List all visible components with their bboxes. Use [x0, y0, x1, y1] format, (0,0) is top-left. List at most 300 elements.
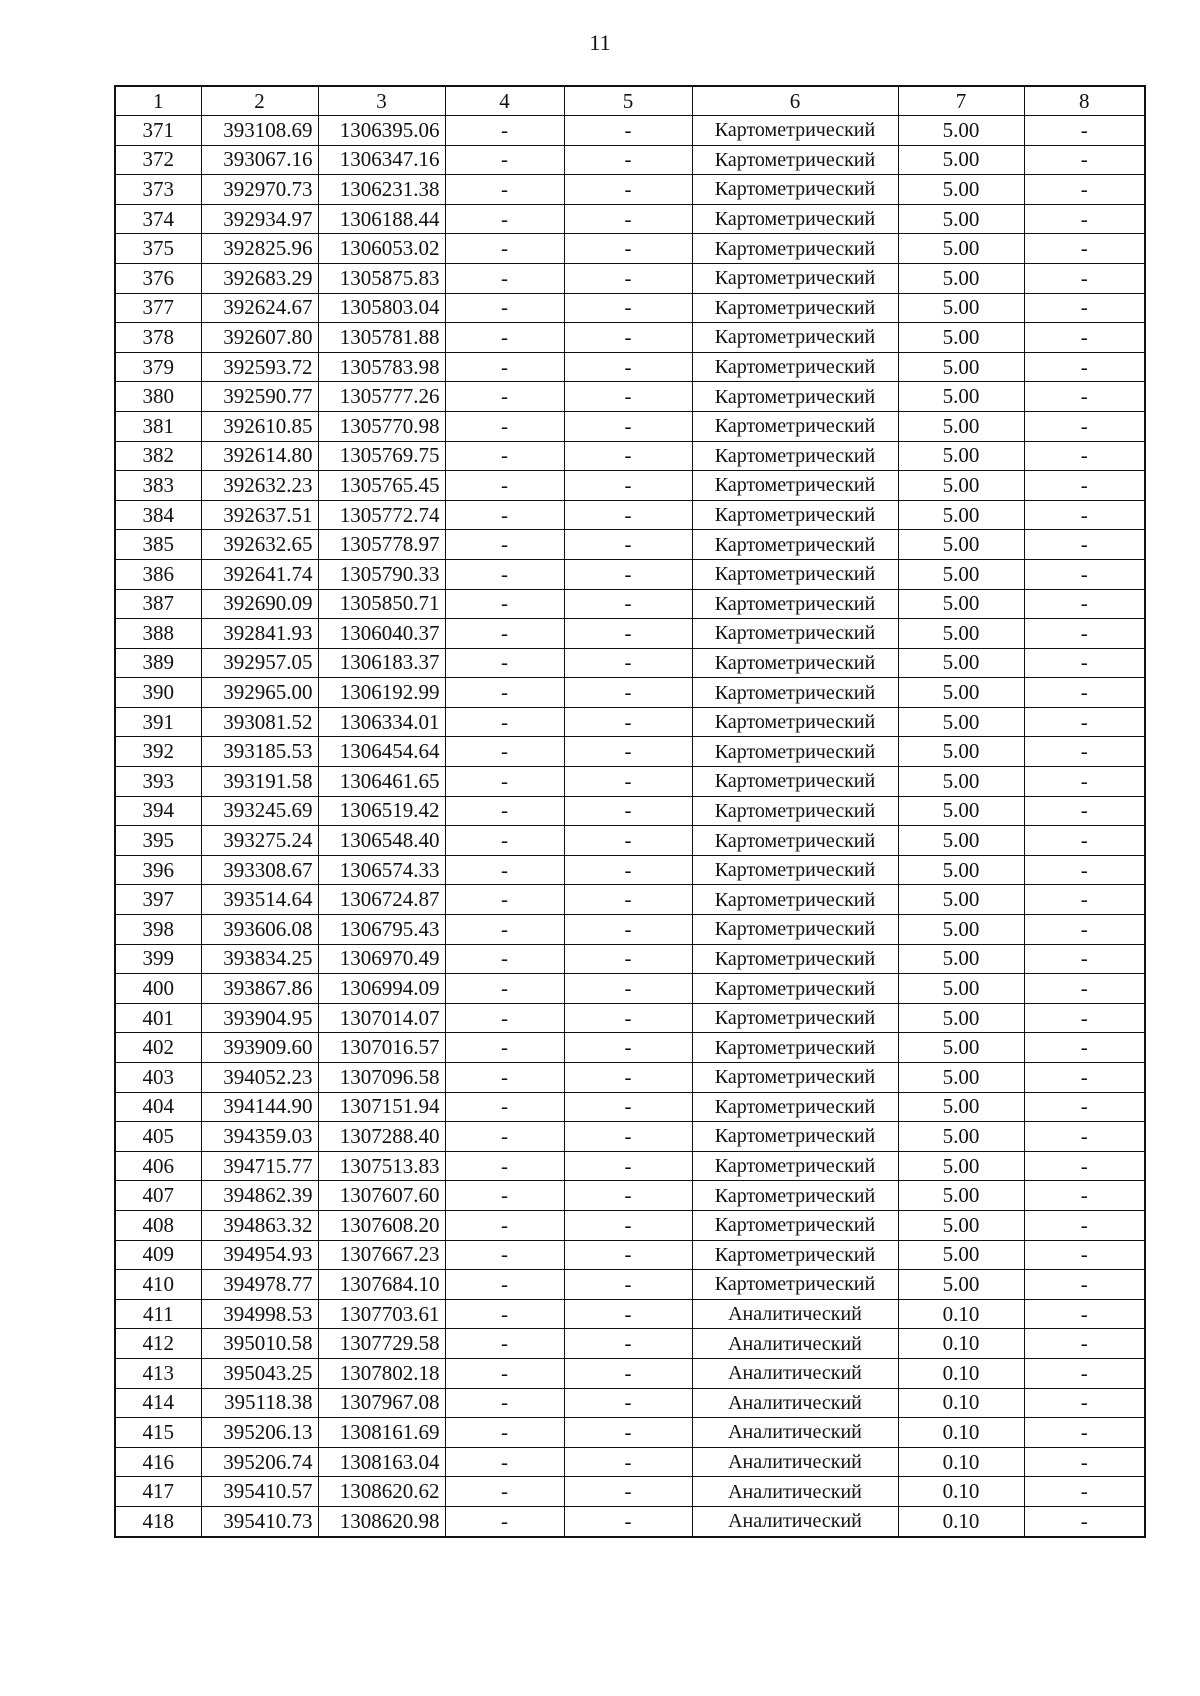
- accuracy-cell: 5.00: [898, 263, 1024, 293]
- point-number-cell: 387: [115, 589, 201, 619]
- x-coordinate-cell: 392610.85: [201, 411, 318, 441]
- x-coordinate-cell: 392825.96: [201, 234, 318, 264]
- point-number-cell: 417: [115, 1477, 201, 1507]
- page-number: 11: [589, 30, 611, 55]
- accuracy-cell: 5.00: [898, 175, 1024, 205]
- point-number-cell: 388: [115, 619, 201, 649]
- point-number-cell: 373: [115, 175, 201, 205]
- y-coordinate-cell: 1307513.83: [318, 1151, 445, 1181]
- col5-cell: -: [564, 411, 692, 441]
- table-row: [115, 1063, 1145, 1093]
- col5-cell: -: [564, 1329, 692, 1359]
- point-number-cell: 391: [115, 707, 201, 737]
- point-number-cell: 409: [115, 1240, 201, 1270]
- table-row: [115, 1447, 1145, 1477]
- col8-cell: -: [1024, 559, 1145, 589]
- col8-cell: -: [1024, 974, 1145, 1004]
- accuracy-cell: 5.00: [898, 1181, 1024, 1211]
- accuracy-cell: 5.00: [898, 1063, 1024, 1093]
- method-cell: Картометрический: [692, 293, 898, 323]
- col4-cell: -: [445, 1122, 564, 1152]
- col4-cell: -: [445, 796, 564, 826]
- point-number-cell: 403: [115, 1063, 201, 1093]
- table-body: [115, 86, 1145, 1537]
- point-number-cell: 394: [115, 796, 201, 826]
- method-cell: Картометрический: [692, 1240, 898, 1270]
- method-cell: Картометрический: [692, 559, 898, 589]
- table-row: [115, 915, 1145, 945]
- col8-cell: -: [1024, 116, 1145, 146]
- column-header: 3: [318, 86, 445, 116]
- method-cell: Картометрический: [692, 382, 898, 412]
- coordinates-table: [114, 85, 1146, 1538]
- method-cell: Картометрический: [692, 1003, 898, 1033]
- accuracy-cell: 5.00: [898, 944, 1024, 974]
- y-coordinate-cell: 1306188.44: [318, 204, 445, 234]
- method-cell: Аналитический: [692, 1329, 898, 1359]
- col5-cell: -: [564, 737, 692, 767]
- y-coordinate-cell: 1306724.87: [318, 885, 445, 915]
- col8-cell: -: [1024, 1240, 1145, 1270]
- x-coordinate-cell: 393245.69: [201, 796, 318, 826]
- method-cell: Картометрический: [692, 1181, 898, 1211]
- point-number-cell: 408: [115, 1210, 201, 1240]
- table-row: [115, 1003, 1145, 1033]
- column-header: 8: [1024, 86, 1145, 116]
- table-row: [115, 1033, 1145, 1063]
- x-coordinate-cell: 392607.80: [201, 323, 318, 353]
- accuracy-cell: 5.00: [898, 1003, 1024, 1033]
- accuracy-cell: 0.10: [898, 1477, 1024, 1507]
- point-number-cell: 396: [115, 855, 201, 885]
- x-coordinate-cell: 393275.24: [201, 826, 318, 856]
- accuracy-cell: 5.00: [898, 796, 1024, 826]
- accuracy-cell: 5.00: [898, 293, 1024, 323]
- col8-cell: -: [1024, 619, 1145, 649]
- col4-cell: -: [445, 1210, 564, 1240]
- col8-cell: -: [1024, 855, 1145, 885]
- accuracy-cell: 5.00: [898, 559, 1024, 589]
- col8-cell: -: [1024, 1092, 1145, 1122]
- col5-cell: -: [564, 1506, 692, 1536]
- x-coordinate-cell: 394978.77: [201, 1270, 318, 1300]
- col5-cell: -: [564, 500, 692, 530]
- method-cell: Картометрический: [692, 204, 898, 234]
- col8-cell: -: [1024, 145, 1145, 175]
- accuracy-cell: 5.00: [898, 1151, 1024, 1181]
- x-coordinate-cell: 395410.57: [201, 1477, 318, 1507]
- method-cell: Картометрический: [692, 1270, 898, 1300]
- y-coordinate-cell: 1307014.07: [318, 1003, 445, 1033]
- x-coordinate-cell: 392590.77: [201, 382, 318, 412]
- table-row: [115, 1388, 1145, 1418]
- col4-cell: -: [445, 974, 564, 1004]
- table-row: [115, 175, 1145, 205]
- col4-cell: -: [445, 1240, 564, 1270]
- accuracy-cell: 0.10: [898, 1299, 1024, 1329]
- y-coordinate-cell: 1306994.09: [318, 974, 445, 1004]
- accuracy-cell: 5.00: [898, 678, 1024, 708]
- method-cell: Картометрический: [692, 1063, 898, 1093]
- col4-cell: -: [445, 293, 564, 323]
- point-number-cell: 405: [115, 1122, 201, 1152]
- y-coordinate-cell: 1306347.16: [318, 145, 445, 175]
- table-row: [115, 263, 1145, 293]
- accuracy-cell: 5.00: [898, 619, 1024, 649]
- col5-cell: -: [564, 826, 692, 856]
- method-cell: Картометрический: [692, 1092, 898, 1122]
- col8-cell: -: [1024, 1270, 1145, 1300]
- table-row: [115, 352, 1145, 382]
- col8-cell: -: [1024, 915, 1145, 945]
- col5-cell: -: [564, 293, 692, 323]
- col4-cell: -: [445, 1270, 564, 1300]
- accuracy-cell: 5.00: [898, 826, 1024, 856]
- table-row: [115, 1151, 1145, 1181]
- col8-cell: -: [1024, 1506, 1145, 1536]
- table-row: [115, 826, 1145, 856]
- method-cell: Картометрический: [692, 737, 898, 767]
- point-number-cell: 397: [115, 885, 201, 915]
- col8-cell: -: [1024, 411, 1145, 441]
- x-coordinate-cell: 392970.73: [201, 175, 318, 205]
- accuracy-cell: 0.10: [898, 1329, 1024, 1359]
- accuracy-cell: 5.00: [898, 471, 1024, 501]
- col8-cell: -: [1024, 323, 1145, 353]
- col8-cell: -: [1024, 263, 1145, 293]
- point-number-cell: 385: [115, 530, 201, 560]
- column-header: 5: [564, 86, 692, 116]
- col8-cell: -: [1024, 767, 1145, 797]
- method-cell: Картометрический: [692, 855, 898, 885]
- point-number-cell: 398: [115, 915, 201, 945]
- y-coordinate-cell: 1306454.64: [318, 737, 445, 767]
- col5-cell: -: [564, 1270, 692, 1300]
- point-number-cell: 415: [115, 1418, 201, 1448]
- x-coordinate-cell: 393185.53: [201, 737, 318, 767]
- accuracy-cell: 5.00: [898, 1240, 1024, 1270]
- x-coordinate-cell: 392965.00: [201, 678, 318, 708]
- col8-cell: -: [1024, 175, 1145, 205]
- accuracy-cell: 5.00: [898, 323, 1024, 353]
- col4-cell: -: [445, 915, 564, 945]
- table-row: [115, 500, 1145, 530]
- point-number-cell: 402: [115, 1033, 201, 1063]
- table-row: [115, 974, 1145, 1004]
- table-row: [115, 1299, 1145, 1329]
- point-number-cell: 406: [115, 1151, 201, 1181]
- col5-cell: -: [564, 1240, 692, 1270]
- y-coordinate-cell: 1307096.58: [318, 1063, 445, 1093]
- accuracy-cell: 5.00: [898, 915, 1024, 945]
- x-coordinate-cell: 395206.13: [201, 1418, 318, 1448]
- table-row: [115, 855, 1145, 885]
- col4-cell: -: [445, 1181, 564, 1211]
- col4-cell: -: [445, 1299, 564, 1329]
- accuracy-cell: 0.10: [898, 1358, 1024, 1388]
- method-cell: Картометрический: [692, 944, 898, 974]
- point-number-cell: 379: [115, 352, 201, 382]
- table-row: [115, 648, 1145, 678]
- col8-cell: -: [1024, 1210, 1145, 1240]
- col8-cell: -: [1024, 471, 1145, 501]
- col5-cell: -: [564, 145, 692, 175]
- point-number-cell: 404: [115, 1092, 201, 1122]
- point-number-cell: 377: [115, 293, 201, 323]
- y-coordinate-cell: 1305769.75: [318, 441, 445, 471]
- table-row: [115, 1329, 1145, 1359]
- x-coordinate-cell: 393514.64: [201, 885, 318, 915]
- point-number-cell: 374: [115, 204, 201, 234]
- method-cell: Картометрический: [692, 885, 898, 915]
- method-cell: Картометрический: [692, 234, 898, 264]
- col4-cell: -: [445, 411, 564, 441]
- col5-cell: -: [564, 1151, 692, 1181]
- y-coordinate-cell: 1305850.71: [318, 589, 445, 619]
- y-coordinate-cell: 1306334.01: [318, 707, 445, 737]
- col5-cell: -: [564, 1358, 692, 1388]
- y-coordinate-cell: 1306970.49: [318, 944, 445, 974]
- col4-cell: -: [445, 678, 564, 708]
- accuracy-cell: 5.00: [898, 707, 1024, 737]
- table-row: [115, 471, 1145, 501]
- method-cell: Картометрический: [692, 441, 898, 471]
- method-cell: Картометрический: [692, 915, 898, 945]
- y-coordinate-cell: 1308620.62: [318, 1477, 445, 1507]
- point-number-cell: 410: [115, 1270, 201, 1300]
- col4-cell: -: [445, 707, 564, 737]
- x-coordinate-cell: 393308.67: [201, 855, 318, 885]
- col4-cell: -: [445, 1329, 564, 1359]
- table-row: [115, 737, 1145, 767]
- table-row: [115, 382, 1145, 412]
- table-row: [115, 559, 1145, 589]
- col8-cell: -: [1024, 1447, 1145, 1477]
- col5-cell: -: [564, 767, 692, 797]
- accuracy-cell: 5.00: [898, 767, 1024, 797]
- col5-cell: -: [564, 1181, 692, 1211]
- col8-cell: -: [1024, 826, 1145, 856]
- col4-cell: -: [445, 1063, 564, 1093]
- col8-cell: -: [1024, 1181, 1145, 1211]
- accuracy-cell: 5.00: [898, 648, 1024, 678]
- point-number-cell: 414: [115, 1388, 201, 1418]
- point-number-cell: 407: [115, 1181, 201, 1211]
- table-row: [115, 1092, 1145, 1122]
- method-cell: Картометрический: [692, 619, 898, 649]
- method-cell: Картометрический: [692, 1033, 898, 1063]
- method-cell: Картометрический: [692, 352, 898, 382]
- method-cell: Картометрический: [692, 411, 898, 441]
- method-cell: Картометрический: [692, 974, 898, 1004]
- table-row: [115, 1477, 1145, 1507]
- x-coordinate-cell: 394359.03: [201, 1122, 318, 1152]
- col5-cell: -: [564, 382, 692, 412]
- col4-cell: -: [445, 234, 564, 264]
- col5-cell: -: [564, 855, 692, 885]
- x-coordinate-cell: 392683.29: [201, 263, 318, 293]
- x-coordinate-cell: 394998.53: [201, 1299, 318, 1329]
- y-coordinate-cell: 1306231.38: [318, 175, 445, 205]
- col4-cell: -: [445, 619, 564, 649]
- method-cell: Картометрический: [692, 500, 898, 530]
- col8-cell: -: [1024, 1151, 1145, 1181]
- y-coordinate-cell: 1307684.10: [318, 1270, 445, 1300]
- col8-cell: -: [1024, 1033, 1145, 1063]
- point-number-cell: 395: [115, 826, 201, 856]
- col5-cell: -: [564, 1033, 692, 1063]
- col8-cell: -: [1024, 1063, 1145, 1093]
- method-cell: Картометрический: [692, 589, 898, 619]
- col5-cell: -: [564, 559, 692, 589]
- col4-cell: -: [445, 1388, 564, 1418]
- col5-cell: -: [564, 263, 692, 293]
- accuracy-cell: 5.00: [898, 411, 1024, 441]
- x-coordinate-cell: 394862.39: [201, 1181, 318, 1211]
- col4-cell: -: [445, 737, 564, 767]
- y-coordinate-cell: 1307607.60: [318, 1181, 445, 1211]
- y-coordinate-cell: 1305790.33: [318, 559, 445, 589]
- col8-cell: -: [1024, 707, 1145, 737]
- table-header-row: [115, 86, 1145, 116]
- col5-cell: -: [564, 885, 692, 915]
- method-cell: Картометрический: [692, 1151, 898, 1181]
- y-coordinate-cell: 1305875.83: [318, 263, 445, 293]
- y-coordinate-cell: 1308163.04: [318, 1447, 445, 1477]
- y-coordinate-cell: 1305765.45: [318, 471, 445, 501]
- col4-cell: -: [445, 500, 564, 530]
- point-number-cell: 371: [115, 116, 201, 146]
- x-coordinate-cell: 392841.93: [201, 619, 318, 649]
- col5-cell: -: [564, 678, 692, 708]
- col4-cell: -: [445, 1092, 564, 1122]
- method-cell: Картометрический: [692, 116, 898, 146]
- point-number-cell: 375: [115, 234, 201, 264]
- col5-cell: -: [564, 352, 692, 382]
- col8-cell: -: [1024, 678, 1145, 708]
- x-coordinate-cell: 392593.72: [201, 352, 318, 382]
- col5-cell: -: [564, 1210, 692, 1240]
- y-coordinate-cell: 1305778.97: [318, 530, 445, 560]
- accuracy-cell: 5.00: [898, 737, 1024, 767]
- col4-cell: -: [445, 944, 564, 974]
- col4-cell: -: [445, 1506, 564, 1536]
- col5-cell: -: [564, 234, 692, 264]
- col8-cell: -: [1024, 1388, 1145, 1418]
- accuracy-cell: 5.00: [898, 855, 1024, 885]
- point-number-cell: 383: [115, 471, 201, 501]
- col5-cell: -: [564, 1122, 692, 1152]
- accuracy-cell: 5.00: [898, 382, 1024, 412]
- table-row: [115, 1418, 1145, 1448]
- x-coordinate-cell: 392934.97: [201, 204, 318, 234]
- y-coordinate-cell: 1307729.58: [318, 1329, 445, 1359]
- table-row: [115, 619, 1145, 649]
- method-cell: Картометрический: [692, 1122, 898, 1152]
- accuracy-cell: 0.10: [898, 1447, 1024, 1477]
- table-row: [115, 1181, 1145, 1211]
- col4-cell: -: [445, 1477, 564, 1507]
- col4-cell: -: [445, 1418, 564, 1448]
- point-number-cell: 416: [115, 1447, 201, 1477]
- y-coordinate-cell: 1307151.94: [318, 1092, 445, 1122]
- method-cell: Картометрический: [692, 796, 898, 826]
- col5-cell: -: [564, 1003, 692, 1033]
- table-row: [115, 1122, 1145, 1152]
- col4-cell: -: [445, 648, 564, 678]
- y-coordinate-cell: 1305772.74: [318, 500, 445, 530]
- table-row: [115, 293, 1145, 323]
- x-coordinate-cell: 392637.51: [201, 500, 318, 530]
- col8-cell: -: [1024, 1418, 1145, 1448]
- col5-cell: -: [564, 204, 692, 234]
- y-coordinate-cell: 1306548.40: [318, 826, 445, 856]
- col5-cell: -: [564, 974, 692, 1004]
- method-cell: Аналитический: [692, 1506, 898, 1536]
- method-cell: Аналитический: [692, 1388, 898, 1418]
- col5-cell: -: [564, 648, 692, 678]
- accuracy-cell: 5.00: [898, 1033, 1024, 1063]
- accuracy-cell: 5.00: [898, 1270, 1024, 1300]
- table-row: [115, 885, 1145, 915]
- y-coordinate-cell: 1306395.06: [318, 116, 445, 146]
- x-coordinate-cell: 392957.05: [201, 648, 318, 678]
- y-coordinate-cell: 1306183.37: [318, 648, 445, 678]
- col4-cell: -: [445, 855, 564, 885]
- x-coordinate-cell: 395206.74: [201, 1447, 318, 1477]
- point-number-cell: 380: [115, 382, 201, 412]
- col4-cell: -: [445, 559, 564, 589]
- x-coordinate-cell: 392690.09: [201, 589, 318, 619]
- y-coordinate-cell: 1306192.99: [318, 678, 445, 708]
- point-number-cell: 412: [115, 1329, 201, 1359]
- column-header: 2: [201, 86, 318, 116]
- accuracy-cell: 5.00: [898, 116, 1024, 146]
- col5-cell: -: [564, 323, 692, 353]
- col5-cell: -: [564, 1447, 692, 1477]
- accuracy-cell: 5.00: [898, 145, 1024, 175]
- table-row: [115, 767, 1145, 797]
- col5-cell: -: [564, 530, 692, 560]
- table-row: [115, 234, 1145, 264]
- x-coordinate-cell: 393081.52: [201, 707, 318, 737]
- accuracy-cell: 5.00: [898, 352, 1024, 382]
- x-coordinate-cell: 393904.95: [201, 1003, 318, 1033]
- table-row: [115, 707, 1145, 737]
- x-coordinate-cell: 394052.23: [201, 1063, 318, 1093]
- col4-cell: -: [445, 382, 564, 412]
- x-coordinate-cell: 394954.93: [201, 1240, 318, 1270]
- x-coordinate-cell: 394144.90: [201, 1092, 318, 1122]
- col5-cell: -: [564, 175, 692, 205]
- col5-cell: -: [564, 1092, 692, 1122]
- col4-cell: -: [445, 175, 564, 205]
- col8-cell: -: [1024, 1358, 1145, 1388]
- y-coordinate-cell: 1305803.04: [318, 293, 445, 323]
- column-header: 1: [115, 86, 201, 116]
- x-coordinate-cell: 393909.60: [201, 1033, 318, 1063]
- accuracy-cell: 5.00: [898, 974, 1024, 1004]
- col5-cell: -: [564, 944, 692, 974]
- y-coordinate-cell: 1306519.42: [318, 796, 445, 826]
- table-row: [115, 116, 1145, 146]
- y-coordinate-cell: 1307802.18: [318, 1358, 445, 1388]
- y-coordinate-cell: 1306795.43: [318, 915, 445, 945]
- table-row: [115, 1240, 1145, 1270]
- col8-cell: -: [1024, 1299, 1145, 1329]
- col4-cell: -: [445, 145, 564, 175]
- point-number-cell: 390: [115, 678, 201, 708]
